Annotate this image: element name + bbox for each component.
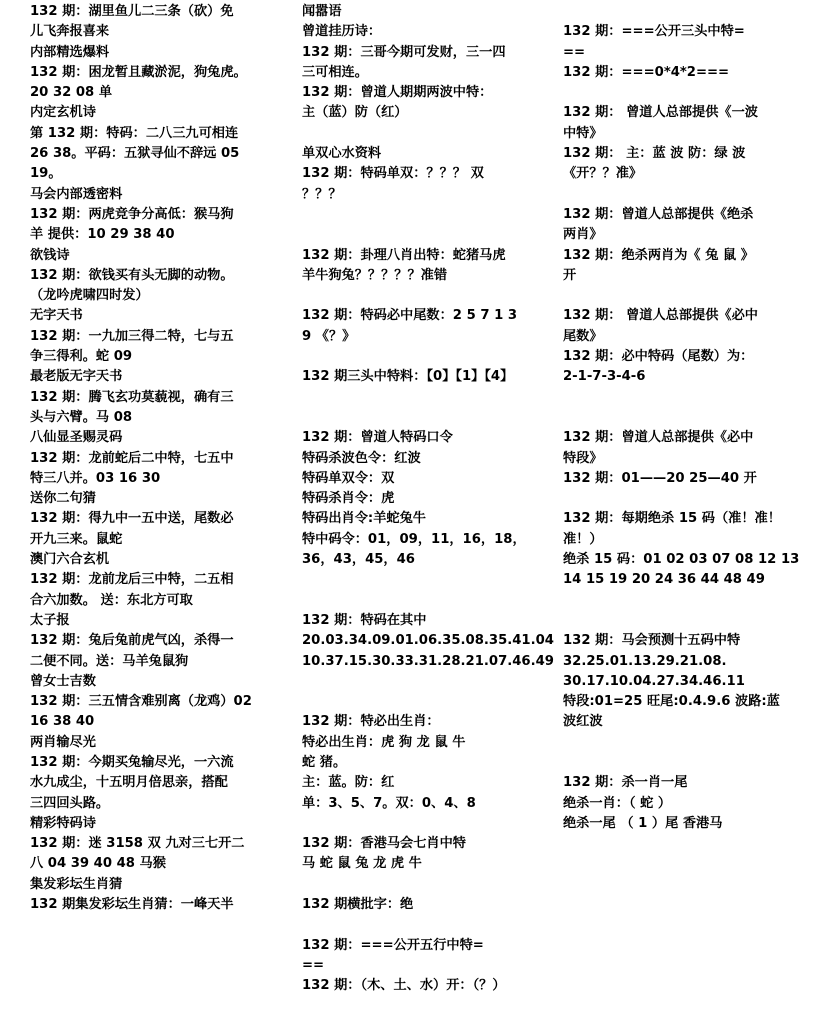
- text-line: 132 期：困龙暂且藏淤泥，狗兔虎。: [30, 64, 247, 80]
- text-line: 三可相连。: [302, 64, 368, 80]
- text-line: [563, 83, 813, 103]
- text-line: 132 期：马会预测十五码中特: [563, 633, 741, 649]
- text-line: 澳门六合玄机: [30, 552, 110, 568]
- text-line: 132 期：绝杀两肖为《 兔 鼠 》: [563, 247, 754, 263]
- text-line: 第 132 期：特码：二八三九可相连: [30, 125, 239, 141]
- text-line: 132 期：欲钱买有头无脚的动物。: [30, 267, 234, 283]
- text-line: 水九成尘，十五明月倍思亲，搭配: [30, 775, 228, 791]
- text-line: 精彩特码诗: [30, 815, 96, 831]
- text-line: ？？？: [302, 186, 342, 202]
- text-line: 32.25.01.13.29.21.08.: [563, 653, 727, 669]
- text-line: [302, 225, 558, 245]
- text-line: 波红波: [563, 714, 603, 730]
- text-line: 特必出生肖：虎 狗 龙 鼠 牛: [302, 734, 466, 750]
- text-line: 132 期：杀一肖一尾: [563, 775, 688, 791]
- text-line: 132 期： 曾道人总部提供《一波: [563, 105, 758, 121]
- text-line: [302, 672, 558, 692]
- text-line: 132 期：每期绝杀 15 码（准！准！: [563, 511, 781, 527]
- middle-column: [302, 2, 558, 997]
- text-line: [563, 733, 813, 753]
- text-line: [563, 185, 813, 205]
- text-line: 132 期：湖里鱼儿二三条（砍）免: [30, 4, 234, 19]
- text-line: 19。: [30, 166, 62, 182]
- text-line: 特码单双令：双: [302, 470, 395, 486]
- text-line: 132 期：三五情含难别离（龙鸡）02: [30, 694, 252, 710]
- text-line: 绝杀一肖：（ 蛇 ）: [563, 795, 672, 811]
- text-line: 14 15 19 20 24 36 44 48 49: [563, 572, 765, 588]
- text-line: 两肖输尽光: [30, 734, 96, 750]
- text-line: 2-1-7-3-4-6: [563, 369, 646, 385]
- text-line: 羊 提供：10 29 38 40: [30, 227, 175, 243]
- text-line: 欲钱诗: [30, 247, 70, 263]
- text-line: 30.17.10.04.27.34.46.11: [563, 673, 745, 689]
- text-line: 绝杀 15 码：01 02 03 07 08 12 13: [563, 552, 800, 568]
- text-line: 内定玄机诗: [30, 105, 96, 121]
- text-line: 绝杀一尾 （ 1 ）尾 香港马: [563, 815, 723, 831]
- text-line: 曾女士吉数: [30, 673, 96, 689]
- text-line: 132 期：曾道人总部提供《绝杀: [563, 206, 754, 222]
- text-line: 132 期：龙前蛇后二中特，七五中: [30, 450, 234, 466]
- text-line: 132 期：===0*4*2===: [563, 64, 730, 80]
- text-line: [302, 286, 558, 306]
- text-line: 三四回头路。: [30, 795, 110, 811]
- text-line: 送你二句猜: [30, 491, 96, 507]
- text-line: 《开？？准》: [563, 166, 643, 182]
- text-line: ==: [302, 957, 325, 973]
- text-line: [302, 388, 558, 408]
- text-line: 132 期：特码单双：？？？ 双: [302, 166, 484, 182]
- text-line: 132 期：===公开五行中特=: [302, 937, 484, 953]
- text-line: [302, 570, 558, 590]
- text-line: 儿飞奔报喜来: [30, 24, 110, 40]
- text-line: 两肖》: [563, 227, 603, 243]
- text-line: 26 38。平码：五狱寻仙不辞远 05: [30, 146, 240, 162]
- text-line: 132 期：得九中一五中送，尾数必: [30, 511, 234, 527]
- text-line: 36，43，45，46: [302, 552, 415, 568]
- text-line: [563, 408, 813, 428]
- text-line: 曾道挂历诗：: [302, 24, 382, 40]
- text-line: 132 期：卦理八肖出特：蛇猪马虎: [302, 247, 506, 263]
- text-line: 特三八并。03 16 30: [30, 470, 161, 486]
- text-line: [302, 124, 558, 144]
- text-line: 9 《？》: [302, 328, 356, 344]
- text-line: 132 期： 主：蓝 波 防：绿 波: [563, 146, 746, 162]
- right-column: [563, 2, 813, 834]
- left-column: [30, 2, 298, 915]
- text-line: 尾数》: [563, 328, 603, 344]
- text-line: 马 蛇 鼠 兔 龙 虎 牛: [302, 856, 422, 872]
- text-line: 132 期：龙前龙后三中特，二五相: [30, 572, 234, 588]
- text-line: [302, 408, 558, 428]
- text-line: 头与六臂。马 08: [30, 409, 133, 425]
- text-line: [302, 915, 558, 935]
- text-line: 特码杀肖令：虎: [302, 491, 395, 507]
- text-line: 单双心水资料: [302, 146, 382, 162]
- text-line: 132 期：三哥今期可发财，三一四: [302, 44, 506, 60]
- text-line: 132 期：香港马会七肖中特: [302, 836, 466, 852]
- text-line: 132 期：01——20 25—40 开: [563, 470, 757, 486]
- text-line: 主：蓝。防：红: [302, 775, 395, 791]
- text-line: [563, 2, 813, 22]
- text-line: 中特》: [563, 125, 603, 141]
- text-line: 无字天书: [30, 308, 83, 324]
- text-line: 132 期：一九加三得二特，七与五: [30, 328, 234, 344]
- text-line: 合六加数。 送：东北方可取: [30, 592, 193, 608]
- text-line: ==: [563, 44, 586, 60]
- text-line: 132 期：曾道人期期两波中特：: [302, 85, 493, 101]
- text-line: 132 期：曾道人特码口令: [302, 430, 453, 446]
- text-line: 主（蓝）防（红）: [302, 105, 408, 121]
- text-line: [302, 875, 558, 895]
- text-line: 八仙显圣赐灵码: [30, 430, 123, 446]
- text-line: 特码出肖令:羊蛇兔牛: [302, 511, 426, 527]
- text-line: 20 32 08 单: [30, 85, 113, 101]
- text-line: 132 期：兔后兔前虎气凶，杀得一: [30, 633, 234, 649]
- text-line: 特段》: [563, 450, 603, 466]
- text-line: [302, 591, 558, 611]
- text-line: （龙吟虎啸四时发）: [30, 288, 149, 304]
- text-line: 16 38 40: [30, 714, 95, 730]
- text-line: 132 期： 曾道人总部提供《必中: [563, 308, 758, 324]
- text-line: 特中码令：01，09，11，16，18，: [302, 531, 526, 547]
- text-line: 准！）: [563, 531, 603, 547]
- text-line: [302, 692, 558, 712]
- text-line: 蛇 猪。: [302, 754, 347, 770]
- text-line: [563, 388, 813, 408]
- text-line: [563, 286, 813, 306]
- text-line: 132 期：（木、土、水）开：（？）: [302, 978, 506, 994]
- text-line: [563, 489, 813, 509]
- text-line: 132 期：曾道人总部提供《必中: [563, 430, 754, 446]
- text-line: 132 期：迷 3158 双 九对三七开二: [30, 836, 245, 852]
- text-line: 开九三来。鼠蛇: [30, 531, 123, 547]
- text-line: 20.03.34.09.01.06.35.08.35.41.04: [302, 633, 554, 649]
- text-line: [563, 611, 813, 631]
- text-line: 特码杀波色令：红波: [302, 450, 421, 466]
- text-line: 132 期：今期买兔输尽光，一六流: [30, 754, 234, 770]
- text-line: 争三得利。蛇 09: [30, 349, 133, 365]
- text-line: 132 期：特码在其中: [302, 612, 427, 628]
- text-line: 内部精选爆料: [30, 44, 110, 60]
- text-line: 二便不同。送：马羊兔鼠狗: [30, 653, 189, 669]
- text-line: 132 期：===公开三头中特=: [563, 24, 745, 40]
- text-line: [302, 814, 558, 834]
- text-line: 132 期：两虎竞争分高低：猴马狗: [30, 206, 234, 222]
- text-line: 132 期三头中特料：【0】【1】【4】: [302, 369, 514, 385]
- text-line: 132 期：腾飞玄功莫藐视，确有三: [30, 389, 234, 405]
- text-line: 最老版无字天书: [30, 369, 123, 385]
- text-line: 羊牛狗兔？？？？？准错: [302, 267, 448, 283]
- text-line: 单：3、5、7。双：0、4、8: [302, 795, 476, 811]
- text-line: [563, 591, 813, 611]
- text-line: 10.37.15.30.33.31.28.21.07.46.49: [302, 653, 554, 669]
- text-line: 闻嚣语: [302, 4, 342, 19]
- text-line: [302, 205, 558, 225]
- text-line: 马会内部透密料: [30, 186, 123, 202]
- text-line: 132 期：特必出生肖：: [302, 714, 440, 730]
- text-line: 八 04 39 40 48 马猴: [30, 856, 166, 872]
- text-line: 太子报: [30, 612, 70, 628]
- text-line: 集发彩坛生肖猜: [30, 876, 123, 892]
- text-line: [302, 347, 558, 367]
- text-line: 132 期：特码必中尾数：2 5 7 1 3: [302, 308, 518, 324]
- text-line: 特段:01=25 旺尾:0.4.9.6 波路:蓝: [563, 694, 780, 710]
- text-line: [563, 753, 813, 773]
- text-line: 132 期：必中特码（尾数）为：: [563, 349, 754, 365]
- text-line: 132 期横批字：绝: [302, 897, 414, 913]
- text-line: 开: [563, 267, 577, 283]
- text-line: 132 期集发彩坛生肖猜：一峰天半: [30, 897, 234, 913]
